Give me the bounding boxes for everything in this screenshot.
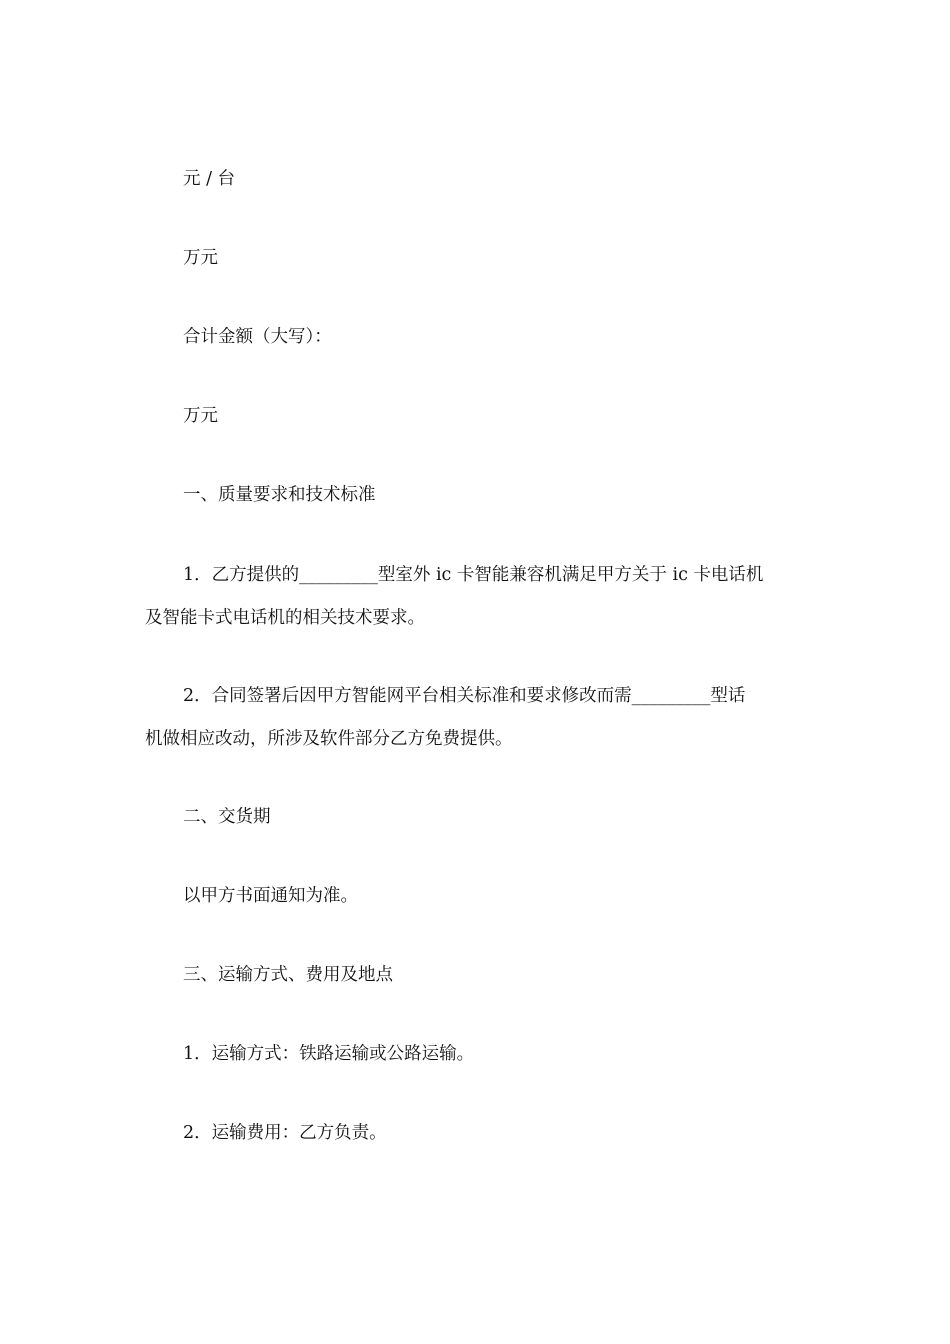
- paragraph-wan-yuan-1: [145, 237, 805, 280]
- section-heading-text: 一、质量要求和技术标准: [183, 485, 376, 505]
- clause-line: 及智能卡式电话机的相关技术要求。: [145, 608, 425, 628]
- paragraph-unit-price: [145, 158, 805, 201]
- wan-yuan-text: 万元: [183, 248, 218, 268]
- paragraph-delivery-notice: [145, 875, 805, 918]
- clause-quality-2: [145, 675, 805, 761]
- paragraph-total-amount: [145, 316, 805, 359]
- clause-text: 1．运输方式：铁路运输或公路运输。: [183, 1044, 475, 1064]
- delivery-notice-text: 以甲方书面通知为准。: [183, 886, 358, 906]
- section-heading-transport: [145, 954, 805, 997]
- unit-price-text: 元 / 台: [183, 169, 236, 189]
- section-heading-delivery: [145, 796, 805, 839]
- section-heading-text: 二、交货期: [183, 807, 271, 827]
- clause-line: 机做相应改动，所涉及软件部分乙方免费提供。: [145, 729, 513, 749]
- section-heading-text: 三、运输方式、费用及地点: [183, 965, 393, 985]
- clause-line: 2．合同签署后因甲方智能网平台相关标准和要求修改而需_________型话: [183, 686, 746, 706]
- clause-quality-1: [145, 554, 805, 640]
- clause-transport-cost: [145, 1112, 805, 1155]
- paragraph-wan-yuan-2: [145, 395, 805, 438]
- total-amount-label: 合计金额（大写）：: [183, 327, 332, 347]
- clause-line: 1．乙方提供的_________型室外 ic 卡智能兼容机满足甲方关于 ic 卡电话机: [183, 565, 764, 585]
- section-heading-quality: [145, 474, 805, 517]
- wan-yuan-text: 万元: [183, 406, 218, 426]
- clause-text: 2．运输费用：乙方负责。: [183, 1123, 387, 1143]
- clause-transport-method: [145, 1033, 805, 1076]
